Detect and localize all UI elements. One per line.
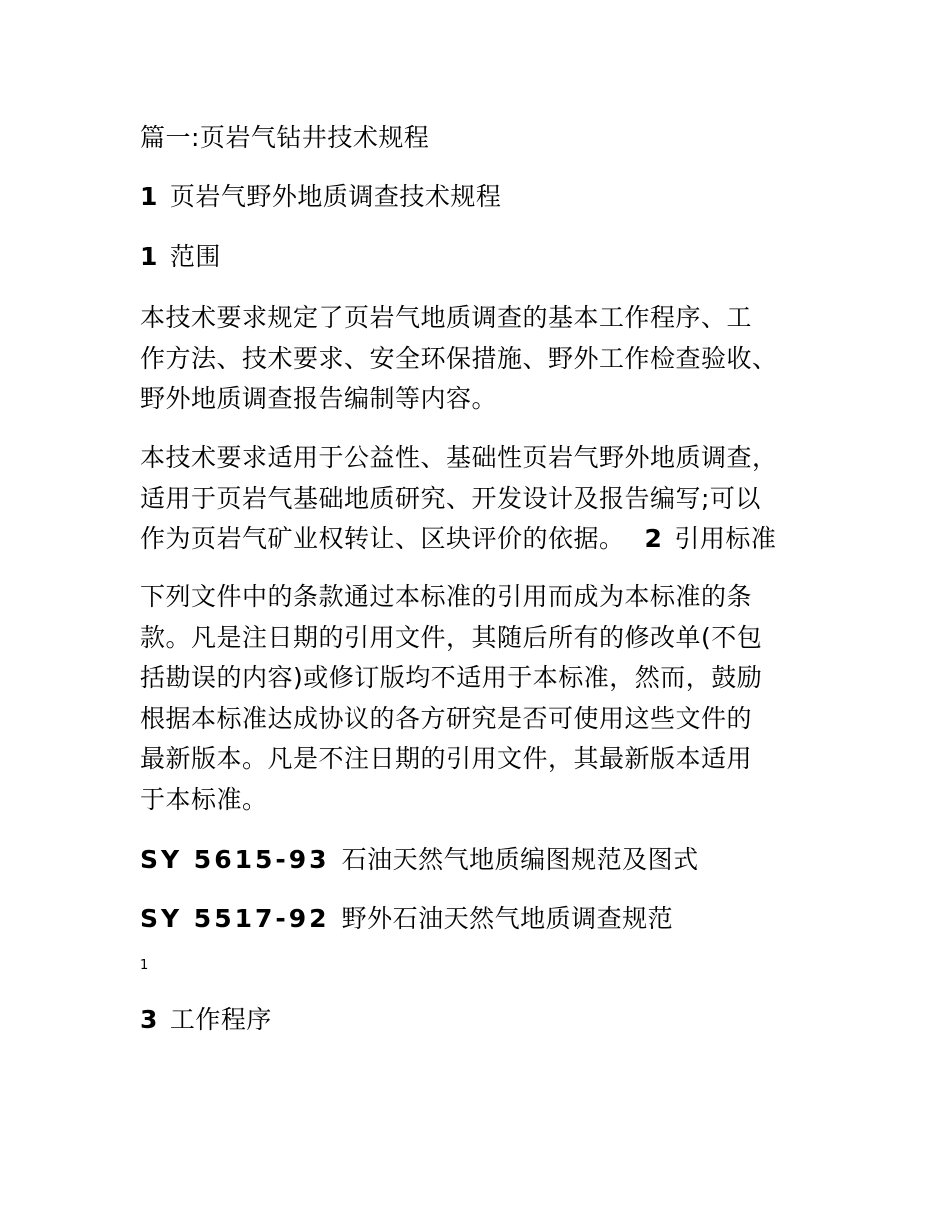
reference-item-2 <box>140 904 673 934</box>
section-heading-1-number: 1 <box>140 182 158 211</box>
paragraph-line: 适用于页岩气基础地质研究、开发设计及报告编写;可以 <box>140 483 761 513</box>
section-heading-scope-number: 1 <box>140 242 158 271</box>
section-heading-work-procedure <box>140 1005 272 1035</box>
paragraph-line: 于本标准。 <box>140 784 268 814</box>
document-title <box>140 123 429 153</box>
page-number: 1 <box>140 958 149 973</box>
section-heading-references-number: 2 <box>644 524 663 553</box>
section-heading-work-procedure-number: 3 <box>140 1005 158 1034</box>
reference-item-1 <box>140 845 699 875</box>
section-heading-scope-text: 范围 <box>169 242 221 271</box>
paragraph-line: 括勘误的内容)或修订版均不适用于本标准，然而，鼓励 <box>140 663 763 692</box>
reference-item-1-code: SY 5615-93 <box>140 845 330 874</box>
paragraph-references <box>140 577 820 820</box>
paragraph-line: 本技术要求规定了页岩气地质调查的基本工作程序、工 <box>140 303 753 332</box>
paragraph-line: 最新版本。凡是不注日期的引用文件，其最新版本适用 <box>140 744 753 773</box>
paragraph-line-text: 作为页岩气矿业权转让、区块评价的依据。 <box>140 524 625 553</box>
document-title-text: 篇一:页岩气钻井技术规程 <box>140 123 430 152</box>
section-heading-1-text: 页岩气野外地质调查技术规程 <box>169 182 502 211</box>
paragraph-line: 下列文件中的条款通过本标准的引用而成为本标准的条 <box>140 582 753 611</box>
reference-item-1-text: 石油天然气地质编图规范及图式 <box>341 845 699 874</box>
section-heading-1 <box>140 182 501 212</box>
paragraph-line: 作方法、技术要求、安全环保措施、野外工作检查验收、 <box>140 343 778 373</box>
paragraph-line: 野外地质调查报告编制等内容。 <box>140 384 498 413</box>
paragraph-scope-definition <box>140 298 820 420</box>
paragraph-line <box>140 519 820 560</box>
paragraph-line: 款。凡是注日期的引用文件，其随后所有的修改单(不包 <box>140 622 763 652</box>
paragraph-line: 根据本标准达成协议的各方研究是否可使用这些文件的 <box>140 703 753 733</box>
section-heading-work-procedure-text: 工作程序 <box>169 1005 272 1034</box>
section-heading-scope <box>140 242 221 272</box>
paragraph-scope-applicability <box>140 438 820 560</box>
reference-item-2-code: SY 5517-92 <box>140 904 330 933</box>
paragraph-line: 本技术要求适用于公益性、基础性页岩气野外地质调查， <box>140 443 778 472</box>
section-heading-references-text: 引用标准 <box>674 524 777 553</box>
reference-item-2-text: 野外石油天然气地质调查规范 <box>341 904 674 933</box>
